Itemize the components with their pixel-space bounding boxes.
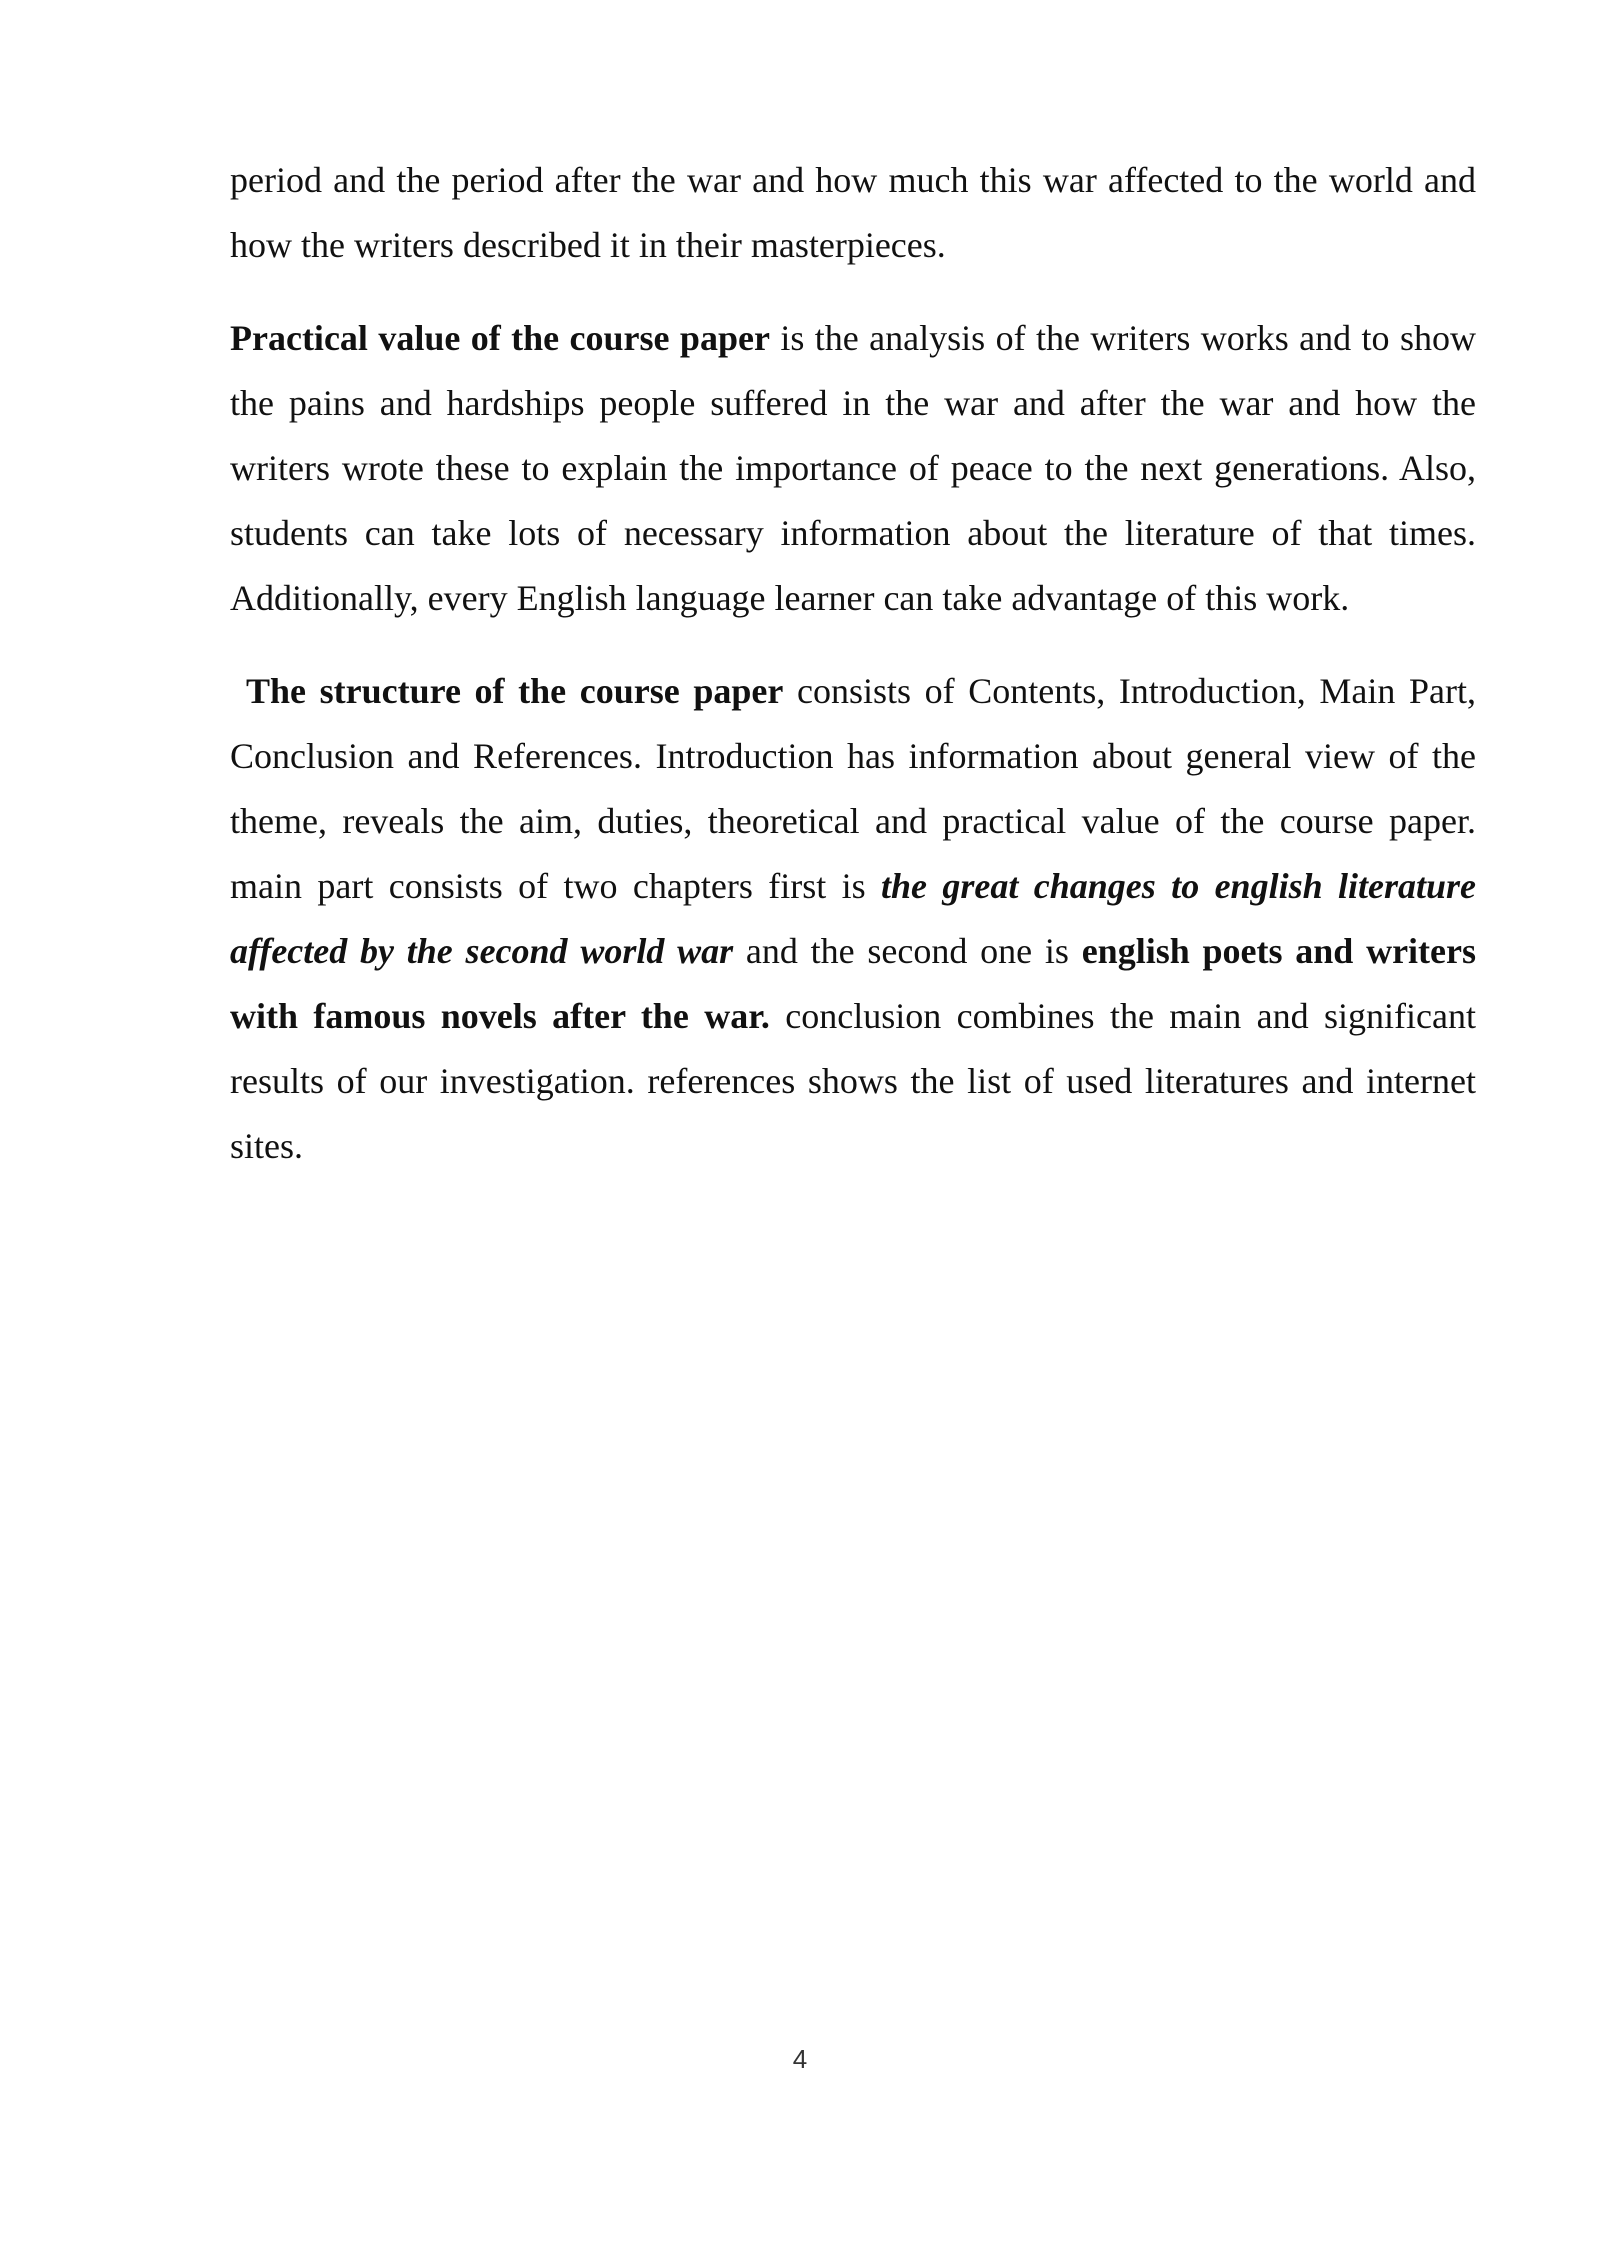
page-number: 4 [792, 2044, 808, 2074]
structure-text-3: conclusion combines the main and significant results of our investigation. references shows the list of used literatures and internet sites. [230, 996, 1476, 1166]
structure-heading: The structure of the course paper [246, 671, 784, 711]
paragraph-practical-value [230, 306, 1476, 631]
practical-value-heading: Practical value of the course paper [230, 318, 770, 358]
paragraph-continuation-text: period and the period after the war and how much this war affected to the world and how the writers described it in their masterpieces. [230, 160, 1476, 265]
paragraph-structure [230, 659, 1476, 1179]
chapter-1-title: the great changes to english literature affected by the second world war [230, 866, 1477, 971]
practical-value-text: is the analysis of the writers works and to show the pains and hardships people suffered in the war and after the war and how the writers wrote these to explain the importance of peace to the next generations. Also, students can take lots of necessary information about the literature of that times. Additionally, every English language learner can take advantage of this work. [230, 318, 1476, 618]
chapter-2-title: english poets and writers with famous novels after the war. [230, 931, 1477, 1036]
structure-text-2: and the second one is [733, 931, 1082, 971]
body-text [230, 148, 1476, 1179]
structure-text-1: consists of Contents, Introduction, Main Part, Conclusion and References. Introduction has information about general view of the theme, reveals the aim, duties, theoretical and practical value of the course paper. main part consists of two chapters first is [230, 671, 1476, 906]
paragraph-continuation [230, 148, 1476, 278]
